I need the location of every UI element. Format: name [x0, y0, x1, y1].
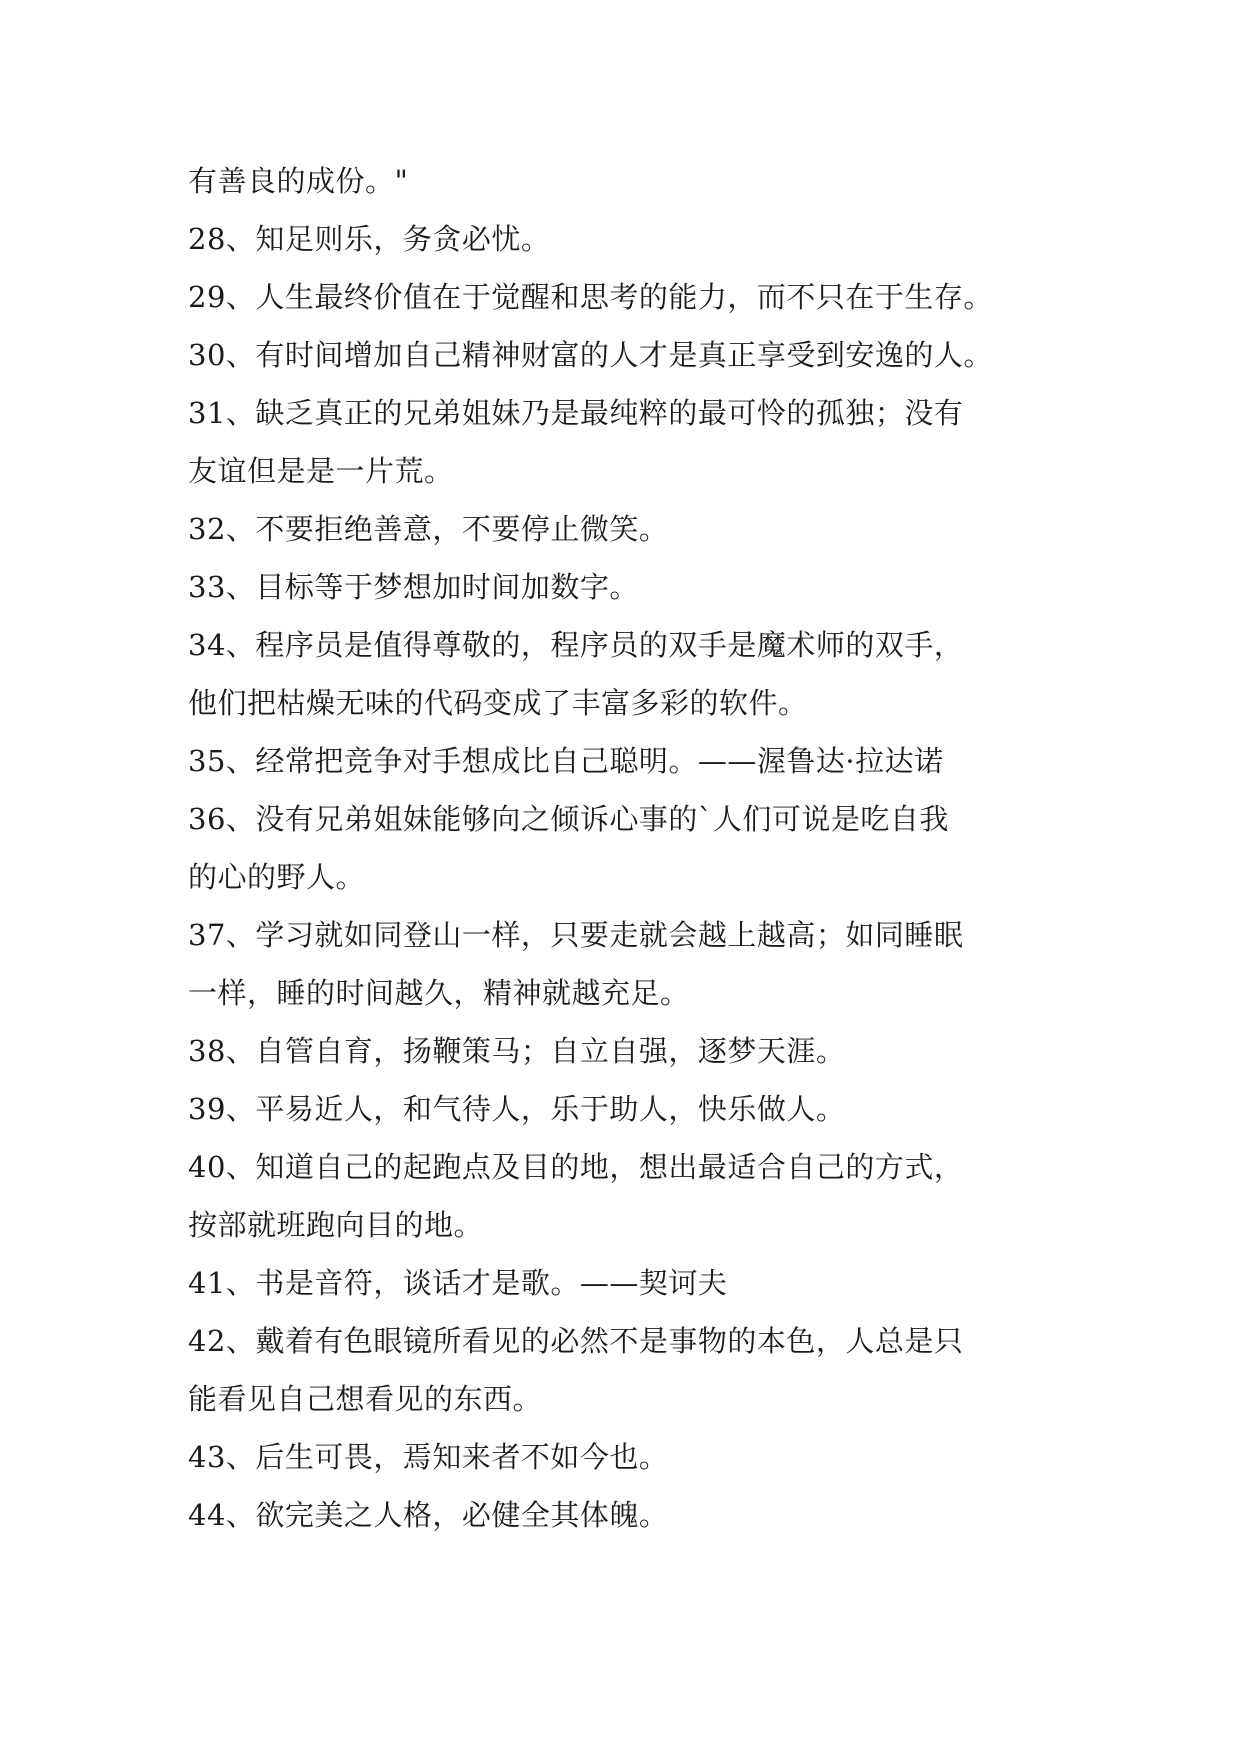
text-line: 42、戴着有色眼镜所看见的必然不是事物的本色，人总是只 [188, 1324, 964, 1358]
text-line: 37、学习就如同登山一样，只要走就会越上越高；如同睡眠 [188, 918, 964, 952]
text-line: 41、书是音符，谈话才是歌。——契诃夫 [188, 1266, 728, 1300]
quote-list [188, 152, 1088, 1544]
text-line: 29、人生最终价值在于觉醒和思考的能力，而不只在于生存。 [188, 280, 993, 314]
text-line: 一样，睡的时间越久，精神就越充足。 [188, 976, 690, 1010]
text-line: 28、知足则乐，务贪必忧。 [188, 222, 551, 256]
text-line: 32、不要拒绝善意，不要停止微笑。 [188, 512, 669, 546]
text-line: 的心的野人。 [188, 860, 366, 894]
text-line: 他们把枯燥无味的代码变成了丰富多彩的软件。 [188, 686, 808, 720]
text-line: 按部就班跑向目的地。 [188, 1208, 484, 1242]
text-line: 36、没有兄弟姐妹能够向之倾诉心事的`人们可说是吃自我 [188, 802, 949, 836]
text-line: 友谊但是是一片荒。 [188, 454, 454, 488]
text-line: 39、平易近人，和气待人，乐于助人，快乐做人。 [188, 1092, 846, 1126]
text-line: 33、目标等于梦想加时间加数字。 [188, 570, 639, 604]
text-line: 43、后生可畏，焉知来者不如今也。 [188, 1440, 669, 1474]
text-line: 44、欲完美之人格，必健全其体魄。 [188, 1498, 669, 1532]
text-line: 31、缺乏真正的兄弟姐妹乃是最纯粹的最可怜的孤独；没有 [188, 396, 964, 430]
text-line: 有善良的成份。" [188, 164, 409, 198]
text-line: 35、经常把竞争对手想成比自己聪明。——渥鲁达·拉达诺 [188, 744, 944, 778]
text-line: 30、有时间增加自己精神财富的人才是真正享受到安逸的人。 [188, 338, 993, 372]
text-line: 38、自管自育，扬鞭策马；自立自强，逐梦天涯。 [188, 1034, 846, 1068]
text-line: 34、程序员是值得尊敬的，程序员的双手是魔术师的双手， [188, 628, 964, 662]
text-line: 40、知道自己的起跑点及目的地，想出最适合自己的方式， [188, 1150, 964, 1184]
text-line: 能看见自己想看见的东西。 [188, 1382, 543, 1416]
